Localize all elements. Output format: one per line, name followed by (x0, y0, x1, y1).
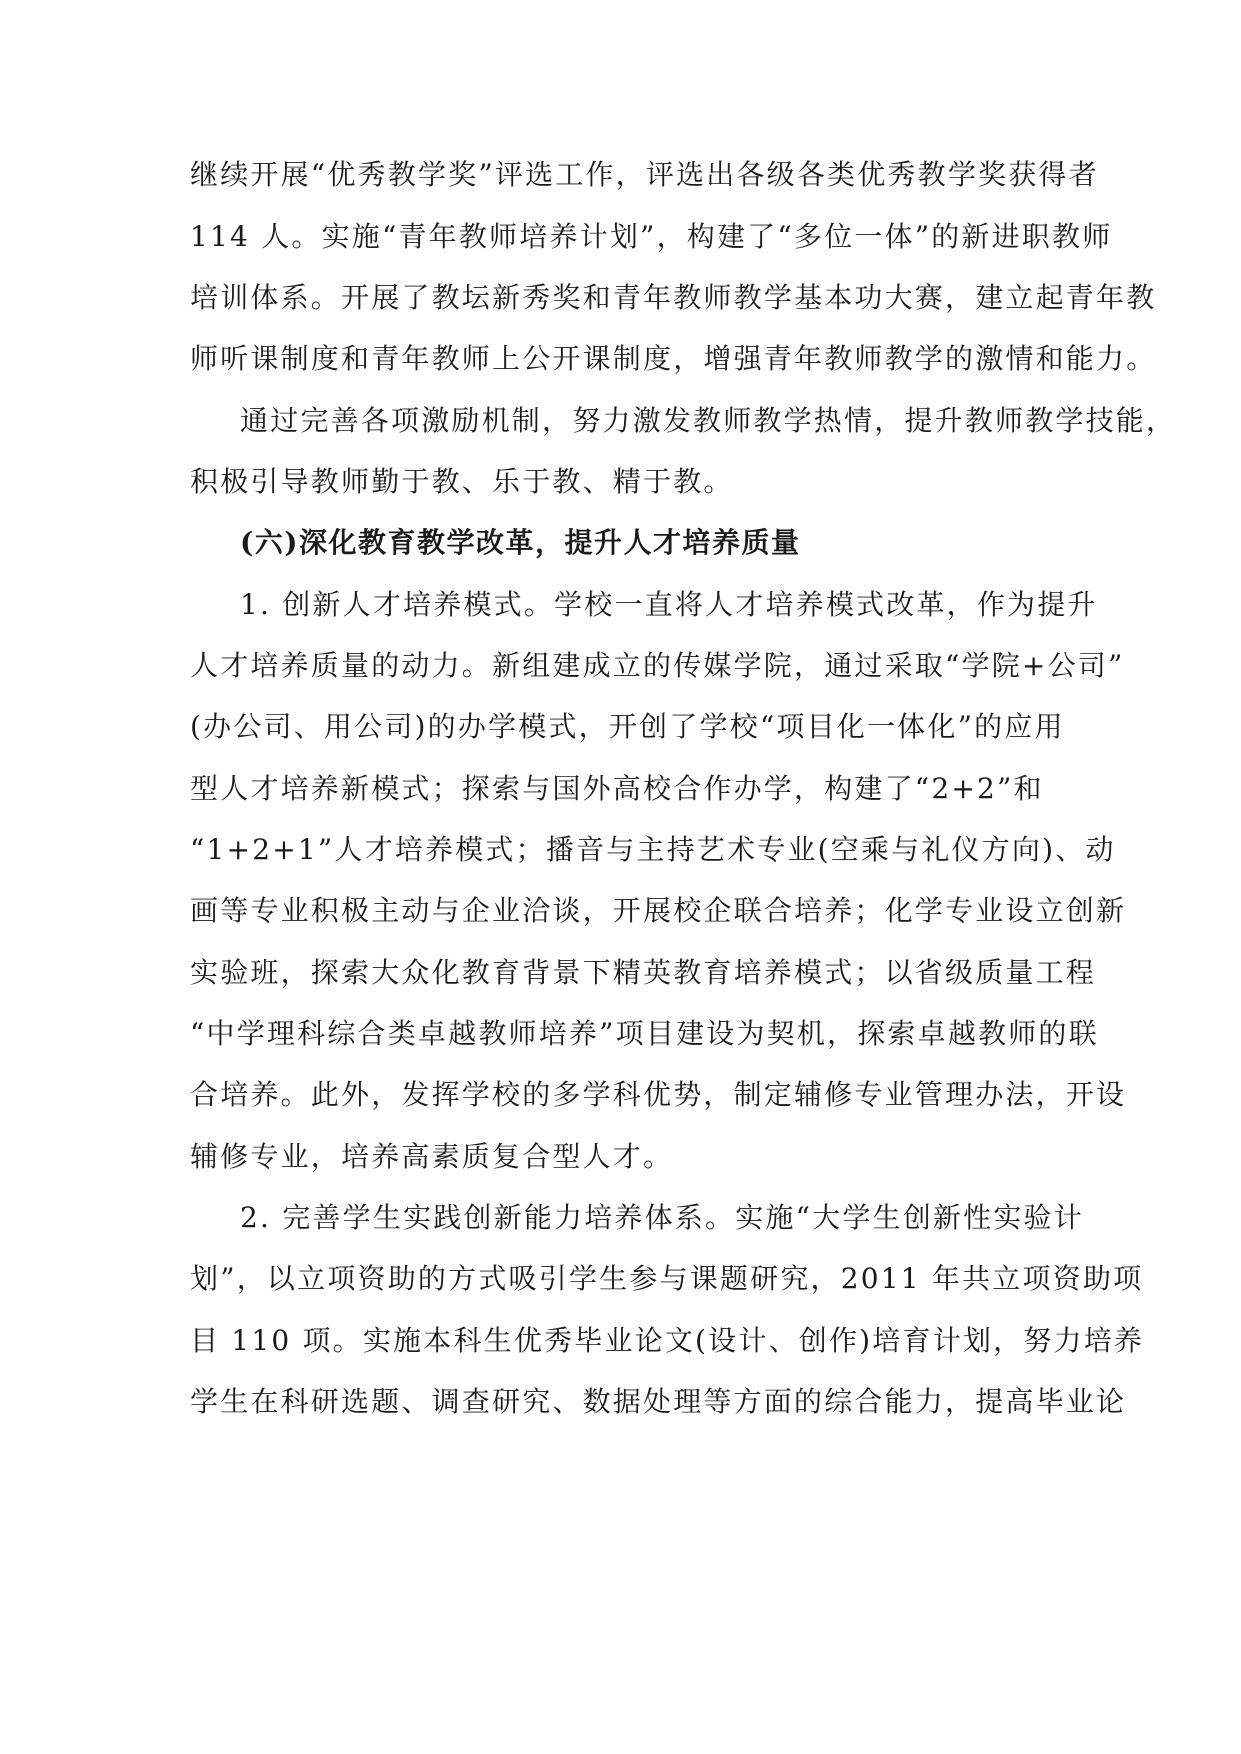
paragraph-line: 划”，以立项资助的方式吸引学生参与课题研究，2011 年共立项资助项 (190, 1262, 1144, 1295)
paragraph-line: (办公司、用公司)的办学模式，开创了学校“项目化一体化”的应用 (190, 710, 1065, 743)
paragraph-line: 通过完善各项激励机制，努力激发教师教学热情，提升教师教学技能， (240, 404, 1177, 437)
paragraph-line: 继续开展“优秀教学奖”评选工作，评选出各级各类优秀教学奖获得者 (190, 158, 1099, 191)
paragraph-line: “中学理科综合类卓越教师培养”项目建设为契机，探索卓越教师的联 (190, 1017, 1099, 1050)
paragraph-line: 114 人。实施“青年教师培养计划”，构建了“多位一体”的新进职教师 (190, 220, 1113, 253)
paragraph-line: 师听课制度和青年教师上公开课制度，增强青年教师教学的激情和能力。 (190, 342, 1157, 375)
paragraph-line: 学生在科研选题、调查研究、数据处理等方面的综合能力，提高毕业论 (190, 1385, 1127, 1418)
paragraph-line: “1+2+1”人才培养模式；播音与主持艺术专业(空乘与礼仪方向)、动 (190, 833, 1116, 866)
section-heading: (六)深化教育教学改革，提升人才培养质量 (240, 526, 801, 559)
paragraph-line: 合培养。此外，发挥学校的多学科优势，制定辅修专业管理办法，开设 (190, 1078, 1127, 1111)
paragraph-line: 型人才培养新模式；探索与国外高校合作办学，构建了“2+2”和 (190, 772, 1044, 805)
paragraph-line: 培训体系。开展了教坛新秀奖和青年教师教学基本功大赛，建立起青年教 (190, 281, 1157, 314)
paragraph-line: 1. 创新人才培养模式。学校一直将人才培养模式改革，作为提升 (240, 588, 1098, 621)
paragraph-line: 积极引导教师勤于教、乐于教、精于教。 (190, 465, 734, 498)
paragraph-line: 2. 完善学生实践创新能力培养体系。实施“大学生创新性实验计 (240, 1201, 1084, 1234)
paragraph-line: 辅修专业，培养高素质复合型人才。 (190, 1140, 674, 1173)
paragraph-line: 人才培养质量的动力。新组建成立的传媒学院，通过采取“学院+公司” (190, 649, 1125, 682)
paragraph-line: 实验班，探索大众化教育背景下精英教育培养模式；以省级质量工程 (190, 956, 1097, 989)
paragraph-line: 画等专业积极主动与企业洽谈，开展校企联合培养；化学专业设立创新 (190, 894, 1127, 927)
paragraph-line: 目 110 项。实施本科生优秀毕业论文(设计、创作)培育计划，努力培养 (190, 1324, 1145, 1357)
